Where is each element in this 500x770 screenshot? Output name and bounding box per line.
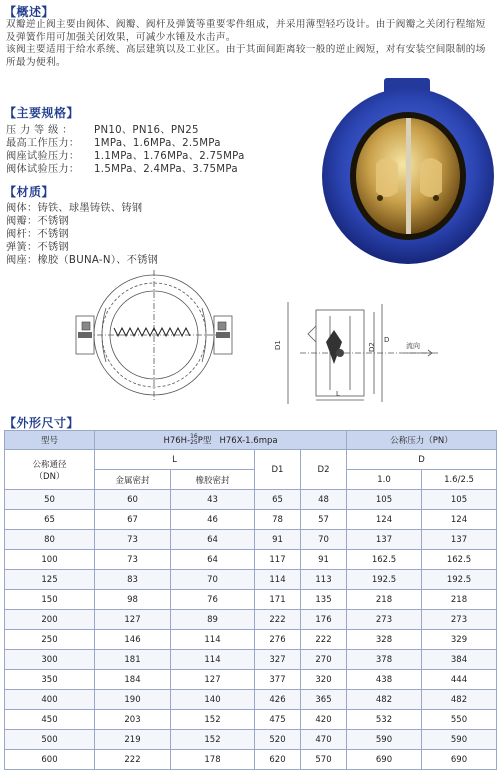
table-cell: 550 [422, 710, 497, 730]
table-cell: 124 [347, 510, 422, 530]
header-l: L [95, 450, 255, 470]
table-cell: 57 [301, 510, 347, 530]
table-cell: 89 [171, 610, 255, 630]
table-cell: 83 [95, 570, 171, 590]
table-cell: 190 [95, 690, 171, 710]
header-d2: D2 [301, 450, 347, 490]
table-cell: 444 [422, 670, 497, 690]
table-cell: 426 [255, 690, 301, 710]
table-cell: 48 [301, 490, 347, 510]
table-cell: 184 [95, 670, 171, 690]
table-cell: 350 [5, 670, 95, 690]
table-cell: 620 [255, 750, 301, 770]
table-cell: 46 [171, 510, 255, 530]
spec-value: 1MPa、1.6MPa、2.5MPa [94, 138, 221, 149]
table-cell: 150 [5, 590, 95, 610]
table-cell: 43 [171, 490, 255, 510]
table-cell: 100 [5, 550, 95, 570]
table-row [5, 530, 497, 550]
table-cell: 91 [301, 550, 347, 570]
material-line-body: 阀体：铸铁、球墨铸铁、铸钢 [6, 203, 143, 214]
table-cell: 152 [171, 710, 255, 730]
table-cell: 114 [171, 630, 255, 650]
table-cell: 114 [255, 570, 301, 590]
table-cell: 273 [347, 610, 422, 630]
table-cell: 482 [347, 690, 422, 710]
table-cell: 105 [347, 490, 422, 510]
table-cell: 162.5 [347, 550, 422, 570]
material-line-stem: 阀杆：不锈钢 [6, 229, 69, 240]
table-cell: 152 [171, 730, 255, 750]
table-cell: 500 [5, 730, 95, 750]
table-cell: 65 [5, 510, 95, 530]
table-cell: 73 [95, 550, 171, 570]
table-cell: 570 [301, 750, 347, 770]
table-cell: 114 [171, 650, 255, 670]
table-cell: 176 [301, 610, 347, 630]
table-row [5, 650, 497, 670]
model-code-p: P型 [197, 435, 212, 446]
table-cell: 218 [347, 590, 422, 610]
header-metal-seal: 金属密封 [95, 470, 171, 490]
header-dn-unit: （DN） [34, 471, 65, 482]
table-cell: 378 [347, 650, 422, 670]
table-cell: 218 [422, 590, 497, 610]
table-cell: 78 [255, 510, 301, 530]
spec-value: PN10、PN16、PN25 [94, 125, 199, 136]
table-cell: 80 [5, 530, 95, 550]
table-cell: 127 [171, 670, 255, 690]
overview-paragraph-2: 该阀主要适用于给水系统、高层建筑以及工业区。由于其面间距离较一般的逆止阀短，对有安装空间限制的场所最为便利。 [6, 44, 486, 68]
table-cell: 320 [301, 670, 347, 690]
model-code-b: H76X-1.6mpa [219, 435, 278, 446]
table-cell: 384 [422, 650, 497, 670]
table-row [5, 730, 497, 750]
table-cell: 50 [5, 490, 95, 510]
header-pn10: 1.0 [347, 470, 422, 490]
table-cell: 420 [301, 710, 347, 730]
spec-value: 1.1MPa、1.76MPa、2.75MPa [94, 151, 245, 162]
table-cell: 124 [422, 510, 497, 530]
spec-label: 阀座试验压力： [6, 151, 80, 162]
d2-dimension-label: D2 [368, 342, 376, 352]
table-cell: 590 [347, 730, 422, 750]
table-row [5, 590, 497, 610]
dimensions-title: 【外形尺寸】 [4, 416, 80, 430]
table-cell: 98 [95, 590, 171, 610]
l-dimension-label: L [336, 390, 340, 398]
table-cell: 690 [347, 750, 422, 770]
flow-direction-label: 流向 [406, 342, 420, 350]
table-cell: 250 [5, 630, 95, 650]
dimension-table [4, 430, 497, 770]
table-cell: 178 [171, 750, 255, 770]
table-cell: 328 [347, 630, 422, 650]
table-cell: 365 [301, 690, 347, 710]
table-cell: 222 [255, 610, 301, 630]
table-cell: 270 [301, 650, 347, 670]
table-row [5, 610, 497, 630]
table-subheader-row [5, 450, 497, 470]
table-cell: 200 [5, 610, 95, 630]
table-cell: 171 [255, 590, 301, 610]
table-cell: 222 [95, 750, 171, 770]
table-cell: 590 [422, 730, 497, 750]
table-row [5, 690, 497, 710]
header-d: D [347, 450, 497, 470]
table-cell: 329 [422, 630, 497, 650]
d-dimension-label: D [384, 336, 390, 344]
table-cell: 475 [255, 710, 301, 730]
table-cell: 70 [301, 530, 347, 550]
table-cell: 125 [5, 570, 95, 590]
spec-label: 最高工作压力： [6, 138, 80, 149]
table-cell: 73 [95, 530, 171, 550]
header-model: 型号 [5, 431, 95, 450]
table-cell: 113 [301, 570, 347, 590]
table-cell: 690 [422, 750, 497, 770]
table-cell: 60 [95, 490, 171, 510]
fraction-top: 16 [190, 433, 198, 441]
table-row [5, 630, 497, 650]
header-dn [5, 450, 95, 490]
table-cell: 91 [255, 530, 301, 550]
header-model-codes [95, 431, 347, 450]
table-cell: 276 [255, 630, 301, 650]
table-cell: 520 [255, 730, 301, 750]
header-dn-label: 公称通径 [32, 459, 67, 470]
valve-front-drawing [66, 268, 242, 402]
table-row [5, 510, 497, 530]
table-cell: 137 [347, 530, 422, 550]
spec-value: 1.5MPa、2.4MPa、3.75MPa [94, 164, 238, 175]
specs-title: 【主要规格】 [4, 106, 80, 120]
material-line-disc: 阀瓣：不锈钢 [6, 216, 69, 227]
table-cell: 482 [422, 690, 497, 710]
d1-dimension-label: D1 [274, 340, 282, 350]
table-cell: 532 [347, 710, 422, 730]
table-cell: 300 [5, 650, 95, 670]
model-code-fraction [190, 434, 198, 446]
header-rubber-seal: 橡胶密封 [171, 470, 255, 490]
table-cell: 222 [301, 630, 347, 650]
table-cell: 181 [95, 650, 171, 670]
valve-product-image [318, 78, 498, 268]
material-line-spring: 弹簧：不锈钢 [6, 242, 69, 253]
spec-label: 阀体试验压力： [6, 164, 80, 175]
table-cell: 162.5 [422, 550, 497, 570]
spec-line-4 [6, 160, 238, 175]
overview-paragraph-1: 双瓣逆止阀主要由阀体、阀瓣、阀杆及弹簧等重要零件组成，并采用薄型轻巧设计。由于阀瓣之关闭行程缩短及弹簧作用可加强关闭效果，可减少水锤及水击声。 [6, 19, 486, 43]
materials-title: 【材质】 [4, 185, 55, 199]
overview-title: 【概述】 [4, 5, 55, 19]
table-row [5, 490, 497, 510]
table-cell: 192.5 [347, 570, 422, 590]
table-cell: 70 [171, 570, 255, 590]
table-cell: 64 [171, 550, 255, 570]
table-cell: 203 [95, 710, 171, 730]
table-cell: 67 [95, 510, 171, 530]
header-d1: D1 [255, 450, 301, 490]
material-line-seat: 阀座：橡胶（BUNA-N）、不锈钢 [6, 255, 159, 266]
table-row [5, 550, 497, 570]
table-cell: 127 [95, 610, 171, 630]
table-cell: 327 [255, 650, 301, 670]
table-cell: 76 [171, 590, 255, 610]
table-cell: 470 [301, 730, 347, 750]
table-cell: 377 [255, 670, 301, 690]
spec-label: 压 力 等 级 ： [6, 125, 73, 136]
table-row [5, 710, 497, 730]
header-pn16: 1.6/2.5 [422, 470, 497, 490]
table-cell: 135 [301, 590, 347, 610]
table-cell: 117 [255, 550, 301, 570]
header-pressure: 公称压力（PN） [347, 431, 497, 450]
table-cell: 140 [171, 690, 255, 710]
table-header-row [5, 431, 497, 450]
table-cell: 64 [171, 530, 255, 550]
table-cell: 146 [95, 630, 171, 650]
table-cell: 273 [422, 610, 497, 630]
table-cell: 438 [347, 670, 422, 690]
table-row [5, 670, 497, 690]
table-cell: 600 [5, 750, 95, 770]
table-cell: 137 [422, 530, 497, 550]
table-cell: 219 [95, 730, 171, 750]
table-cell: 105 [422, 490, 497, 510]
valve-side-drawing [270, 296, 446, 406]
table-row [5, 570, 497, 590]
table-cell: 400 [5, 690, 95, 710]
table-cell: 450 [5, 710, 95, 730]
model-code-a: H76H- [163, 435, 191, 446]
table-cell: 65 [255, 490, 301, 510]
table-cell: 192.5 [422, 570, 497, 590]
fraction-bottom: 25 [190, 439, 198, 447]
